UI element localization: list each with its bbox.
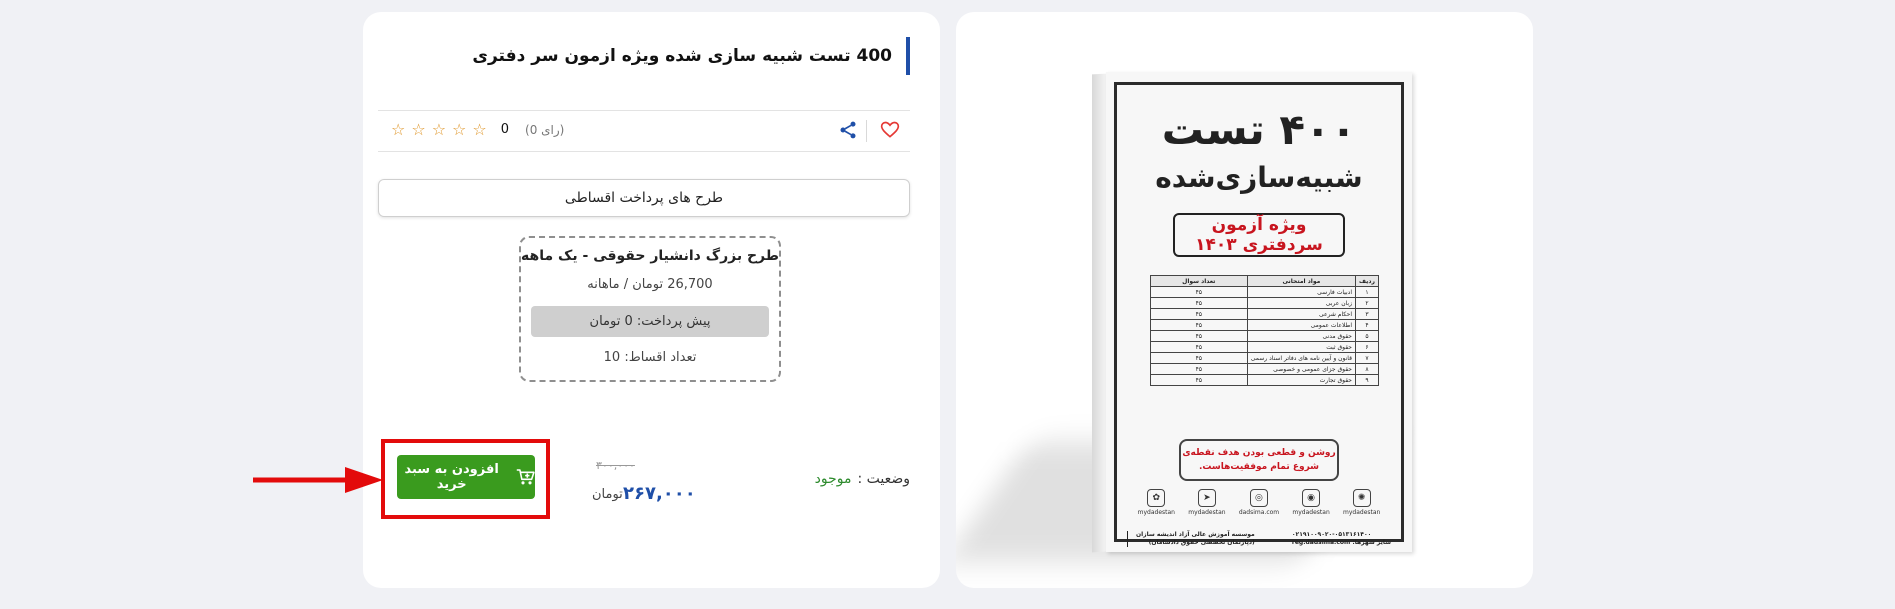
product-title-block [472, 37, 910, 75]
rating-bar [378, 110, 910, 152]
table-row: ۱ ادبیات فارسی ۴۵ [1150, 287, 1378, 298]
rating-value: 0 [500, 122, 509, 137]
cover-title-line2: شبیه‌سازی‌شده [1155, 161, 1363, 194]
arrow-right-icon [253, 465, 383, 495]
plan-installment-count: تعداد اقساط: 10 [603, 350, 697, 365]
table-row: ۴ اطلاعات عمومی ۴۵ [1150, 320, 1378, 331]
add-to-cart-label: افزودن به سبد خرید [404, 462, 499, 492]
add-to-cart-button[interactable] [397, 455, 535, 499]
stock-status [815, 471, 910, 487]
divider [866, 120, 867, 142]
installment-plans-toggle[interactable] [378, 179, 910, 217]
book-cover-image[interactable] [1106, 72, 1412, 552]
cover-frame [1114, 82, 1404, 546]
youtube-icon: ✺ [1353, 489, 1371, 507]
instagram-icon: ◉ [1302, 489, 1320, 507]
share-icon[interactable] [838, 119, 858, 141]
stock-status-label: وضعیت : [857, 471, 910, 487]
old-price: ۳۰۰,۰۰۰ [596, 459, 635, 472]
star-icon[interactable]: ☆ [391, 120, 406, 139]
star-icon[interactable]: ☆ [472, 120, 487, 139]
telegram-icon: ➤ [1198, 489, 1216, 507]
social-item: ◉ mydadestan [1292, 489, 1329, 516]
star-icon[interactable]: ☆ [411, 120, 426, 139]
table-row: ۷ قانون و آیین نامه های دفاتر اسناد رسمی ۴۵ [1150, 353, 1378, 364]
cover-subtitle: ویژه آزمون سردفتری ۱۴۰۳ [1173, 213, 1345, 257]
cover-subject-table [1150, 275, 1379, 386]
price-currency: تومان [592, 487, 623, 502]
product-title: 400 تست شبیه سازی شده ویژه ازمون سر دفتری [472, 46, 892, 66]
cart-plus-icon [516, 467, 535, 487]
table-row: ۲ زبان عربی ۴۵ [1150, 298, 1378, 309]
table-row: ۶ حقوق ثبت ۴۵ [1150, 342, 1378, 353]
rating-stars [391, 118, 564, 142]
star-icon[interactable]: ☆ [431, 120, 447, 139]
cover-social-links [1131, 489, 1387, 516]
heart-icon[interactable] [880, 119, 900, 141]
table-header: تعداد سوال [1150, 276, 1247, 287]
book-spine [1092, 74, 1106, 553]
table-header: مواد امتحانی [1247, 276, 1355, 287]
cover-footer-contact: ۰۲۱۹۱۰۰۹۰۲۰-۰۵۱۳۱۶۱۴۰۰ reg.dadsima.com :سایر شهرها [1291, 531, 1391, 546]
installment-plan-card[interactable] [519, 236, 781, 382]
stock-status-value: موجود [814, 471, 852, 487]
social-item: ✿ mydadestan [1138, 489, 1175, 516]
table-row: ۸ حقوق جزای عمومی و خصوصی ۴۵ [1150, 364, 1378, 375]
cover-motto-line1: روشن و قطعی بودن هدف نقطه‌ی [1182, 448, 1336, 458]
table-header: ردیف [1356, 276, 1379, 287]
star-icon[interactable]: ☆ [452, 120, 467, 139]
installment-plans-label: طرح های پرداخت اقساطی [564, 190, 724, 206]
social-item: ➤ mydadestan [1188, 489, 1225, 516]
cover-motto-line2: شروع تمام موفقیت‌هاست. [1198, 462, 1320, 472]
social-item: ✺ mydadestan [1343, 489, 1380, 516]
table-row: ۵ حقوق مدنی ۴۵ [1150, 331, 1378, 342]
product-info-card [363, 12, 940, 588]
cover-motto [1179, 439, 1339, 481]
table-row: ۳ احکام شرعی ۴۵ [1150, 309, 1378, 320]
web-icon: ◎ [1250, 489, 1268, 507]
plan-monthly-price: 26,700 تومان / ماهانه [587, 277, 713, 292]
aparat-icon: ✿ [1147, 489, 1165, 507]
plan-down-payment: پیش پرداخت: 0 تومان [531, 306, 769, 337]
cover-footer-publisher: موسسه آموزش عالی آزاد اندیشه سازان (دپارتمان تخصصی حقوق دادسامان) [1127, 531, 1255, 547]
table-row: ۹ حقوق تجارت ۴۵ [1150, 375, 1378, 386]
cover-footer [1127, 531, 1391, 547]
rating-votes: (رای 0) [525, 123, 565, 137]
product-image-card [956, 12, 1533, 588]
cover-title-line1: ۴۰۰ تست [1161, 105, 1357, 154]
current-price: ۲۶۷,۰۰۰ [623, 483, 696, 504]
social-item: ◎ dadsima.com [1239, 489, 1279, 516]
plan-title: طرح بزرگ دانشیار حقوقی - یک ماهه [521, 248, 779, 264]
